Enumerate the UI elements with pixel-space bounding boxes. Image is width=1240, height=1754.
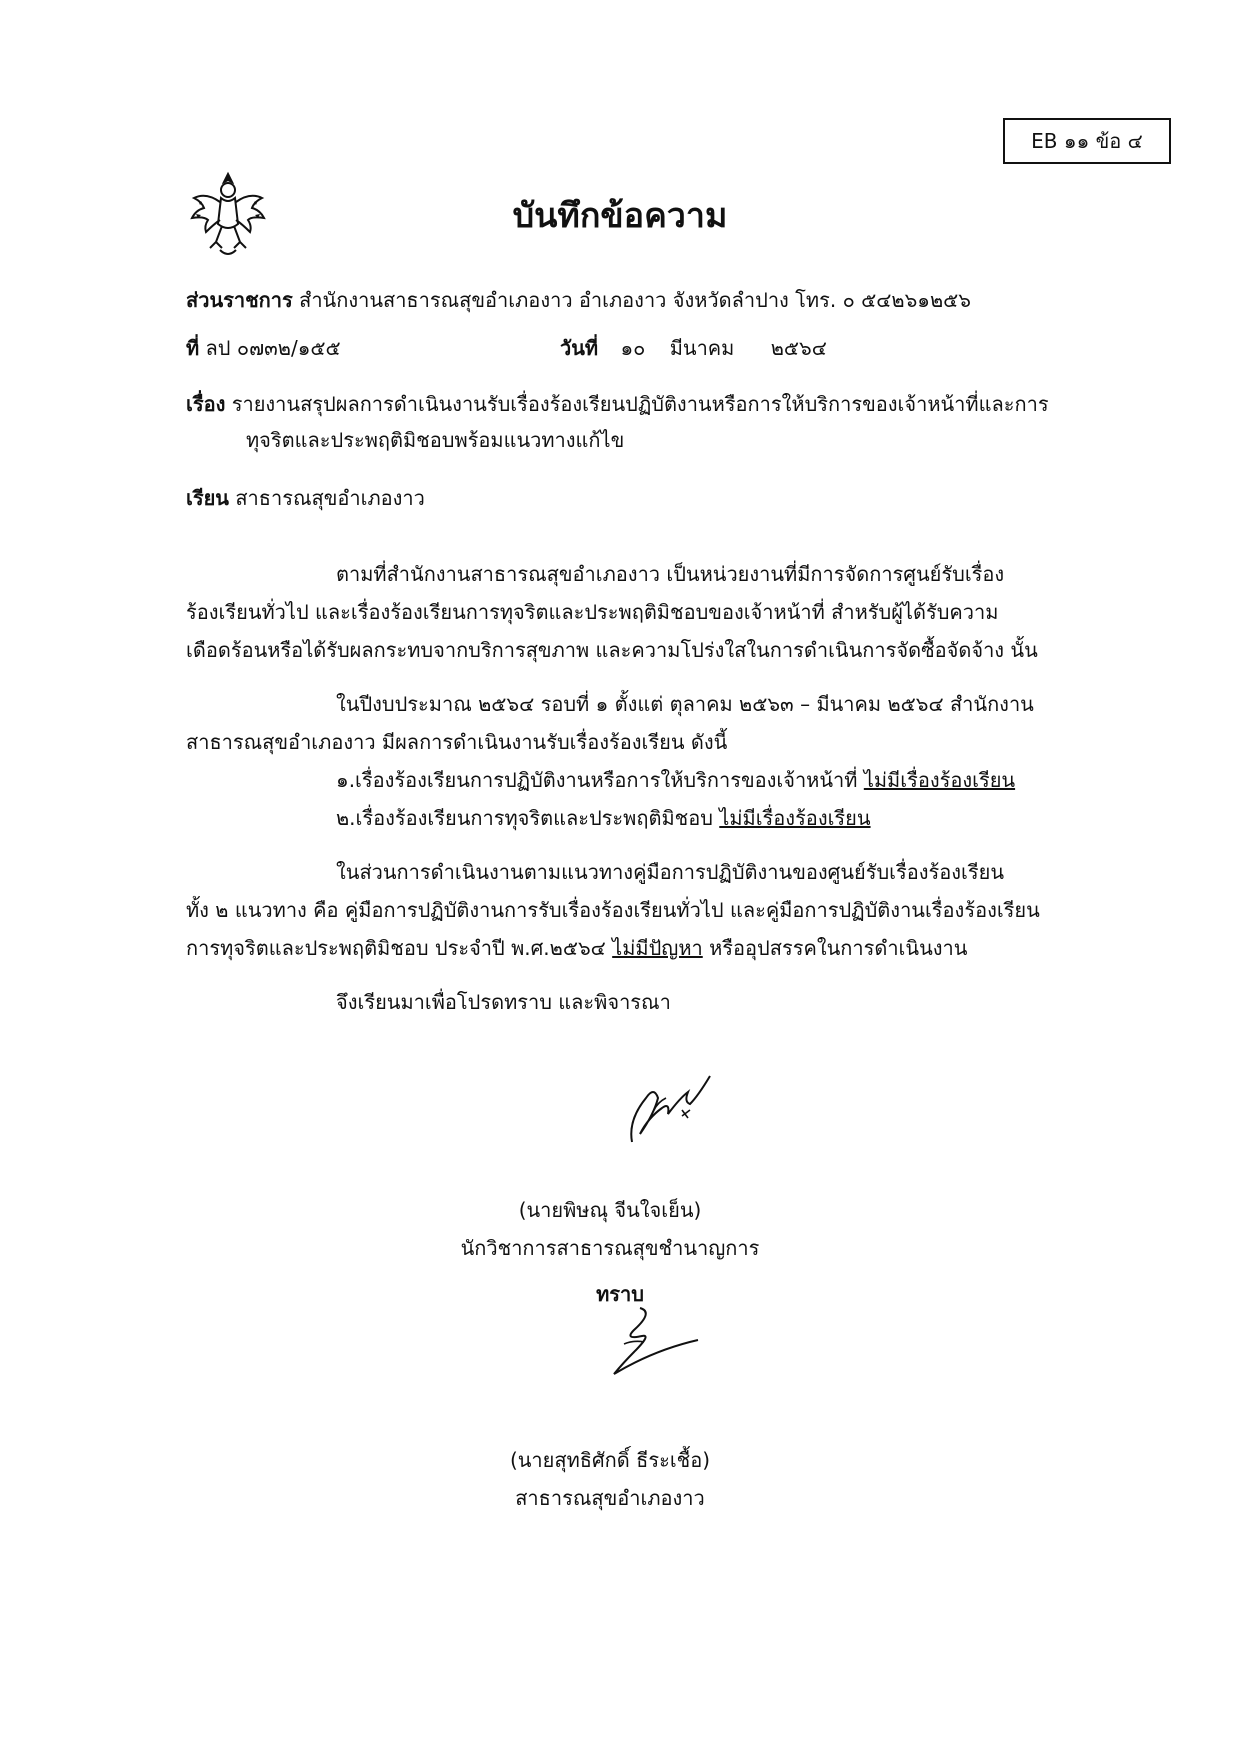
- document-title: บันทึกข้อความ: [512, 196, 728, 236]
- salutation-value: สาธารณสุขอำเภองาว: [235, 486, 425, 510]
- doc-number-line: [186, 334, 341, 362]
- date-year: ๒๕๖๔: [770, 336, 827, 360]
- result-item-2-value: ไม่มีเรื่องร้องเรียน: [719, 806, 871, 830]
- paragraph-3-line-3: [186, 934, 967, 962]
- paragraph-2-line-2: สาธารณสุขอำเภองาว มีผลการดำเนินงานรับเรื่องร้องเรียน ดังนี้: [186, 730, 728, 754]
- date-line: [560, 334, 827, 362]
- date-day: ๑๐: [620, 336, 646, 360]
- signer-1-name: (นายพิษณุ จีนใจเย็น): [518, 1198, 702, 1222]
- result-item-2: [336, 804, 871, 832]
- closing-line: จึงเรียนมาเพื่อโปรดทราบ และพิจารณา: [336, 990, 671, 1014]
- result-item-1: [336, 766, 1015, 794]
- paragraph-1-line-1: ตามที่สำนักงานสาธารณสุขอำเภองาว เป็นหน่วยงานที่มีการจัดการศูนย์รับเรื่อง: [336, 562, 1005, 586]
- department-label: ส่วนราชการ: [186, 288, 293, 312]
- signer-1-position: นักวิชาการสาธารณสุขชำนาญการ: [460, 1236, 760, 1260]
- signature-1: [618, 1068, 728, 1148]
- paragraph-3-text-a: การทุจริตและประพฤติมิชอบ ประจำปี พ.ศ.๒๕๖๔: [186, 936, 613, 960]
- department-value: สำนักงานสาธารณสุขอำเภองาว อำเภองาว จังหวัดลำปาง โทร. ๐ ๕๔๒๖๑๒๕๖: [299, 288, 971, 312]
- reference-code: EB ๑๑ ข้อ ๔: [1031, 129, 1143, 153]
- result-item-1-value: ไม่มีเรื่องร้องเรียน: [863, 768, 1016, 792]
- subject-text-1: รายงานสรุปผลการดำเนินงานรับเรื่องร้องเรียนปฏิบัติงานหรือการให้บริการของเจ้าหน้าที่และการ: [231, 392, 1049, 416]
- salutation-line: [186, 484, 425, 512]
- subject-label: เรื่อง: [186, 392, 226, 416]
- department-line: [186, 286, 971, 314]
- result-item-1-text: ๑.เรื่องร้องเรียนการปฏิบัติงานหรือการให้บริการของเจ้าหน้าที่: [336, 768, 864, 792]
- paragraph-3-text-c: หรืออุปสรรคในการดำเนินงาน: [702, 936, 968, 960]
- paragraph-1-line-3: เดือดร้อนหรือได้รับผลกระทบจากบริการสุขภาพ และความโปร่งใสในการดำเนินการจัดซื้อจัดจ้าง นั้น: [186, 638, 1038, 662]
- date-label: วันที่: [560, 336, 599, 360]
- signer-2-position: สาธารณสุขอำเภองาว: [515, 1486, 705, 1510]
- result-item-2-text: ๒.เรื่องร้องเรียนการทุจริตและประพฤติมิชอบ: [336, 806, 720, 830]
- doc-number-value: ลป ๐๗๓๒/๑๕๕: [205, 336, 341, 360]
- reference-code-box: [1003, 118, 1171, 164]
- date-month: มีนาคม: [669, 336, 735, 360]
- salutation-label: เรียน: [186, 486, 229, 510]
- paragraph-3-no-problem: ไม่มีปัญหา: [612, 936, 703, 960]
- signer-2-name: (นายสุทธิศักดิ์ ธีระเชื้อ): [509, 1448, 711, 1472]
- doc-number-label: ที่: [186, 336, 200, 360]
- subject-line-1: [186, 390, 1049, 418]
- paragraph-3-line-1: ในส่วนการดำเนินงานตามแนวทางคู่มือการปฏิบัติงานของศูนย์รับเรื่องร้องเรียน: [336, 860, 1005, 884]
- subject-text-2: ทุจริตและประพฤติมิชอบพร้อมแนวทางแก้ไข: [246, 428, 625, 452]
- paragraph-2-line-1: ในปีงบประมาณ ๒๕๖๔ รอบที่ ๑ ตั้งแต่ ตุลาคม ๒๕๖๓ – มีนาคม ๒๕๖๔ สำนักงาน: [336, 692, 1034, 716]
- signature-2: [594, 1300, 714, 1380]
- paragraph-1-line-2: ร้องเรียนทั่วไป และเรื่องร้องเรียนการทุจริตและประพฤติมิชอบของเจ้าหน้าที่ สำหรับผู้ได้รับความ: [186, 600, 999, 624]
- paragraph-3-line-2: ทั้ง ๒ แนวทาง คือ คู่มือการปฏิบัติงานการรับเรื่องร้องเรียนทั่วไป และคู่มือการปฏิบัติงานเรื่องร้องเรียน: [186, 898, 1040, 922]
- acknowledge-label: ทราบ: [596, 1282, 644, 1306]
